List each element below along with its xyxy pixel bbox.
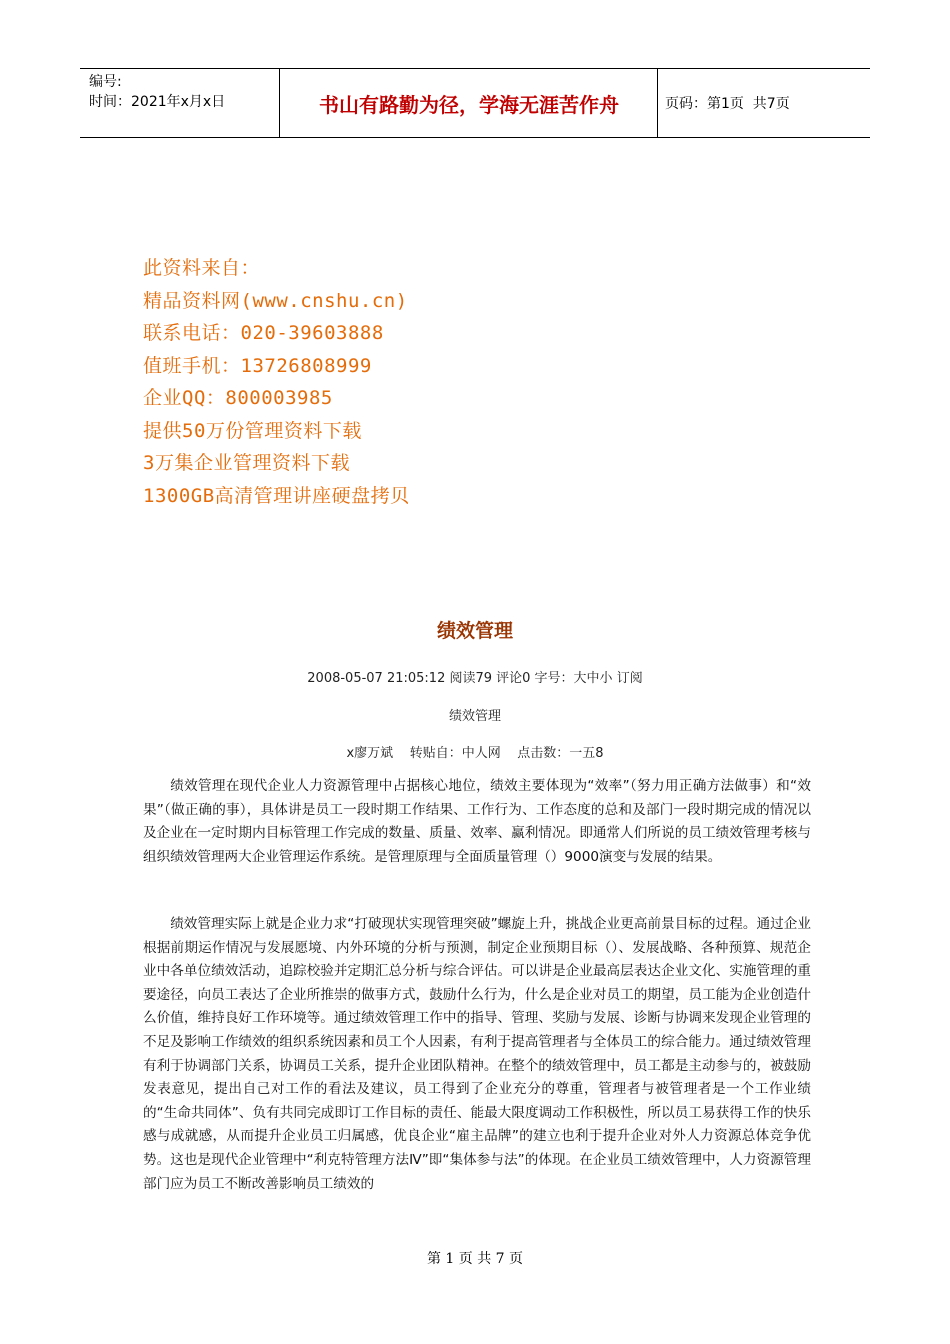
article-author-line: x廖万斌 转贴自：中人网 点击数：一五8 [346, 746, 604, 761]
article-paragraph-1 [143, 775, 811, 869]
article-title: 绩效管理 [436, 620, 513, 642]
number-label: 编号: [89, 74, 122, 90]
paragraph-text: 绩效管理在现代企业人力资源管理中占据核心地位，绩效主要体现为“效率”（努力用正确方法做事）和“效果”（做正确的事），具体讲是员工一段时期工作结果、工作行为、工作态度的总和及部门一段时期完成的情况以及企业在一定时期内目标管理工作完成的数量、质量、效率、赢利情况。即通常人们所说的员工绩效管理考核与组织绩效管理两大企业管理运作系统。是管理原理与全面质量管理（）9000演变与发展的结果。 [143, 778, 811, 865]
header-page-info: 页码：第1页 共7页 [665, 96, 790, 112]
header-motto: 书山有路勤为径，学海无涯苦作舟 [281, 69, 658, 137]
promo-line: 企业QQ：800003985 [143, 387, 333, 409]
promo-line: 1300GB高清管理讲座硬盘拷贝 [143, 484, 410, 507]
promo-line: 联系电话：020-39603888 [143, 322, 384, 344]
promo-line: 值班手机：13726808999 [143, 354, 372, 377]
page-footer [0, 1248, 950, 1268]
page-number: 第 1 页 共 7 页 [426, 1251, 524, 1267]
promo-block [143, 252, 410, 512]
article-subtitle: 绩效管理 [448, 709, 501, 724]
article-paragraph-2 [143, 913, 811, 1196]
article-meta: 2008-05-07 21:05:12 阅读79 评论0 字号：大中小 订阅 [307, 671, 643, 686]
document-header [80, 68, 870, 138]
paragraph-text: 绩效管理实际上就是企业力求“打破现状实现管理突破”螺旋上升，挑战企业更高前景目标的过程。通过企业根据前期运作情况与发展愿境、内外环境的分析与预测，制定企业预期目标（）、发展战略、各种预算、规范企业中各单位绩效活动，追踪校验并定期汇总分析与综合评估。可以讲是企业最高层表达企业文化、实施管理的重要途径，向员工表达了企业所推崇的做事方式，鼓励什么行为，什么是企业对员工的期望，员工能为企业创造什么价值，维持良好工作环境等。通过绩效管理工作中的指导、管理、奖励与发展、诊断与协调来发现企业管理的不足及影响工作绩效的组织系统因素和员工个人因素，有利于提高管理者与全体员工的综合能力。通过绩效管理有利于协调部门关系，协调员工关系，提升企业团队精神。在整个的绩效管理中，员工都是主动参与的，被鼓励发表意见，提出自己对工作的看法及建议，员工得到了企业充分的尊重，管理者与被管理者是一个工作业绩的“生命共同体”、负有共同完成即订工作目标的责任、能最大限度调动工作积极性，所以员工易获得工作的快乐感与成就感，从而提升企业员工归属感，优良企业“雇主品牌”的建立也利于提升企业对外人力资源总体竞争优势。这也是现代企业管理中“利克特管理方法Ⅳ”即“集体参与法”的体现。在企业员工绩效管理中，人力资源管理部门应为员工不断改善影响员工绩效的 [143, 916, 811, 1192]
promo-line: 精品资料网(www.cnshu.cn) [143, 289, 408, 312]
header-page-info-cell [658, 69, 870, 137]
date-label: 时间：2021年x月x日 [89, 94, 226, 110]
promo-line: 提供50万份管理资料下载 [143, 419, 362, 442]
promo-line: 此资料来自： [143, 257, 261, 279]
promo-line: 3万集企业管理资料下载 [143, 452, 350, 474]
header-info-cell [80, 69, 280, 137]
